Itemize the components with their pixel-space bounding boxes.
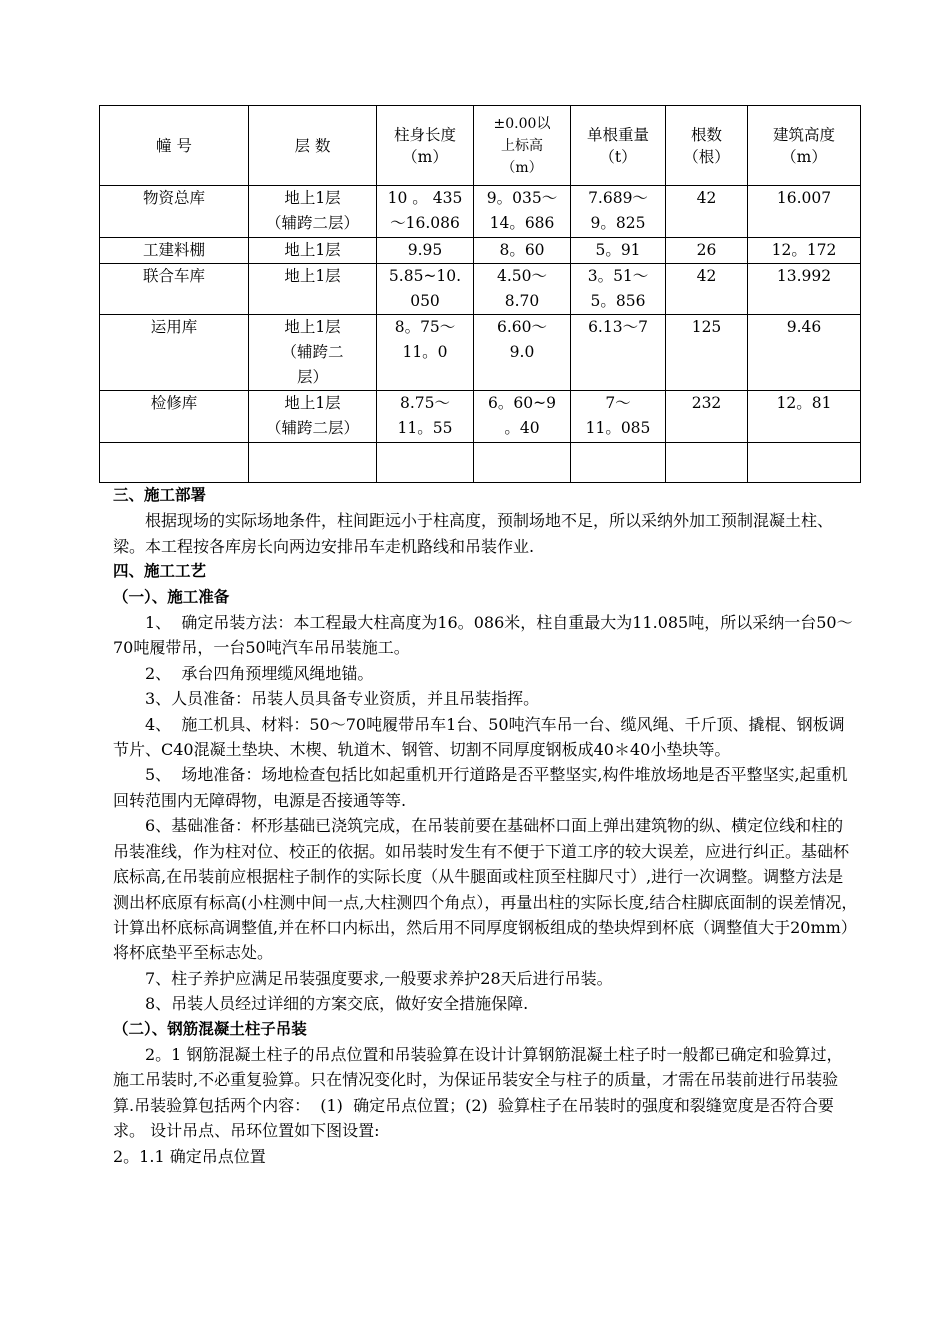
table-cell: [571, 443, 666, 483]
table-header-cell: 建筑高度 （m）: [748, 106, 861, 186]
table-cell: 8.75～ 11。55: [377, 391, 474, 443]
table-cell: 3。51～ 5。856: [571, 264, 666, 315]
table-cell: 运用库: [100, 315, 249, 391]
table-cell: 12。172: [748, 238, 861, 264]
table-cell: 42: [666, 186, 748, 238]
lifting-paragraph-2-1-1: 2。1.1 确定吊点位置: [113, 1146, 266, 1166]
table-cell: 5.85~10. 050: [377, 264, 474, 315]
table-header-cell: ±0.00以 上标高 （m）: [474, 106, 571, 186]
construction-plan-section: [113, 483, 858, 1169]
table-cell: 42: [666, 264, 748, 315]
building-columns-table: [99, 105, 861, 483]
section-3-title: 三、施工部署: [113, 486, 207, 504]
table-header-cell: 幢 号: [100, 106, 249, 186]
table-cell: [249, 443, 377, 483]
table-cell: 10 。 435 ～16.086: [377, 186, 474, 238]
table-cell: [666, 443, 748, 483]
table-cell: 6。60~9 。40: [474, 391, 571, 443]
table-cell: [377, 443, 474, 483]
table-cell: 地上1层 （辅跨二层）: [249, 186, 377, 238]
prep-item-8: 8、吊装人员经过详细的方案交底，做好安全措施保障.: [145, 994, 529, 1014]
table-cell: 物资总库: [100, 186, 249, 238]
table-row: [100, 264, 861, 315]
table-cell: 9.46: [748, 315, 861, 391]
subsection-2-title: （二）、钢筋混凝土柱子吊装: [113, 1019, 307, 1038]
table-header-cell: 柱身长度 （m）: [377, 106, 474, 186]
table-row: [100, 315, 861, 391]
prep-item-4: 4、 施工机具、材料：50～70吨履带吊车1台、50吨汽车吊一台、缆风绳、千斤顶、撬棍、钢板调节片、C40混凝土垫块、木楔、轨道木、钢管、切割不同厚度钢板成40＊40小垫块等。: [113, 714, 845, 760]
prep-item-3: 3、人员准备：吊装人员具备专业资质，并且吊装指挥。: [145, 689, 540, 709]
table-cell: 26: [666, 238, 748, 264]
table-cell: 9。035～ 14。686: [474, 186, 571, 238]
table-cell: 地上1层 （辅跨二层）: [249, 391, 377, 443]
table-cell: 13.992: [748, 264, 861, 315]
table-cell: 7.689～ 9。825: [571, 186, 666, 238]
table-cell: 地上1层: [249, 238, 377, 264]
table-row: [100, 186, 861, 238]
table-header-row: [100, 106, 861, 186]
table-cell: [474, 443, 571, 483]
table-cell: 检修库: [100, 391, 249, 443]
prep-item-2: 2、 承台四角预埋缆风绳地锚。: [145, 663, 374, 683]
prep-item-7: 7、柱子养护应满足吊装强度要求,一般要求养护28天后进行吊装。: [145, 968, 613, 988]
table-row: [100, 443, 861, 483]
section-4-title: 四、施工工艺: [113, 562, 207, 581]
table-header-cell: 层 数: [249, 106, 377, 186]
table-row: [100, 391, 861, 443]
subsection-1-title: （一）、施工准备: [113, 587, 230, 606]
table-cell: 地上1层: [249, 264, 377, 315]
prep-item-1: 1、 确定吊装方法：本工程最大柱高度为16。086米，柱自重最大为11.085吨，所以采纳一台50～70吨履带吊，一台50吨汽车吊吊装施工。: [113, 613, 853, 658]
table-cell: 联合车库: [100, 264, 249, 315]
table-cell: 9.95: [377, 238, 474, 264]
table-header-cell: 单根重量 （t）: [571, 106, 666, 186]
table-cell: [748, 443, 861, 483]
table-cell: 6.60～ 9.0: [474, 315, 571, 391]
prep-item-6: 6、基础准备：杯形基础已浇筑完成，在吊装前要在基础杯口面上弹出建筑物的纵、横定位线和柱的吊装准线，作为柱对位、校正的依据。如吊装时发生有不便于下道工序的较大误差，应进行纠正。基础杯底标高,在吊装前应根据柱子制作的实际长度（从牛腿面或柱顶至柱脚尺寸）,进行一次调整。调整方法是测出杯底原有标高(小柱测中间一点,大柱测四个角点），再量出柱的实际长度,结合柱脚底面制的误差情况，计算出杯底标高调整值,并在杯口内标出，然后用不同厚度钢板组成的垫块焊到杯底（调整值大于20mm）将杯底垫平至标志处。: [113, 816, 858, 963]
table-cell: 6.13～7: [571, 315, 666, 391]
table-cell: 8。75～ 11。0: [377, 315, 474, 391]
table-header-cell: 根数 （根）: [666, 106, 748, 186]
table-cell: 8。60: [474, 238, 571, 264]
table-cell: 4.50～ 8.70: [474, 264, 571, 315]
prep-item-5: 5、 场地准备：场地检查包括比如起重机开行道路是否平整坚实,构件堆放场地是否平整坚实,起重机回转范围内无障碍物，电源是否接通等等.: [113, 765, 848, 810]
section-3-paragraph: 根据现场的实际场地条件，柱间距远小于柱高度，预制场地不足，所以采纳外加工预制混凝土柱、梁。本工程按各库房长向两边安排吊车走机路线和吊装作业.: [113, 511, 834, 556]
table-cell: 地上1层 （辅跨二 层）: [249, 315, 377, 391]
table-cell: 12。81: [748, 391, 861, 443]
table-cell: 7～ 11。085: [571, 391, 666, 443]
table-row: [100, 238, 861, 264]
table-cell: 16.007: [748, 186, 861, 238]
lifting-paragraph-2-1: 2。1 钢筋混凝土柱子的吊点位置和吊装验算在设计计算钢筋混凝土柱子时一般都已确定和验算过，施工吊装时,不必重复验算。只在情况变化时，为保证吊装安全与柱子的质量，才需在吊装前进行吊装验算.吊装验算包括两个内容： (1) 确定吊点位置；(2) 验算柱子在吊装时的强度和裂缝宽度是否符合要求。 设计吊点、吊环位置如下图设置:: [113, 1044, 843, 1141]
table-cell: 232: [666, 391, 748, 443]
table-cell: [100, 443, 249, 483]
table-cell: 125: [666, 315, 748, 391]
table-cell: 5。91: [571, 238, 666, 264]
table-cell: 工建料棚: [100, 238, 249, 264]
